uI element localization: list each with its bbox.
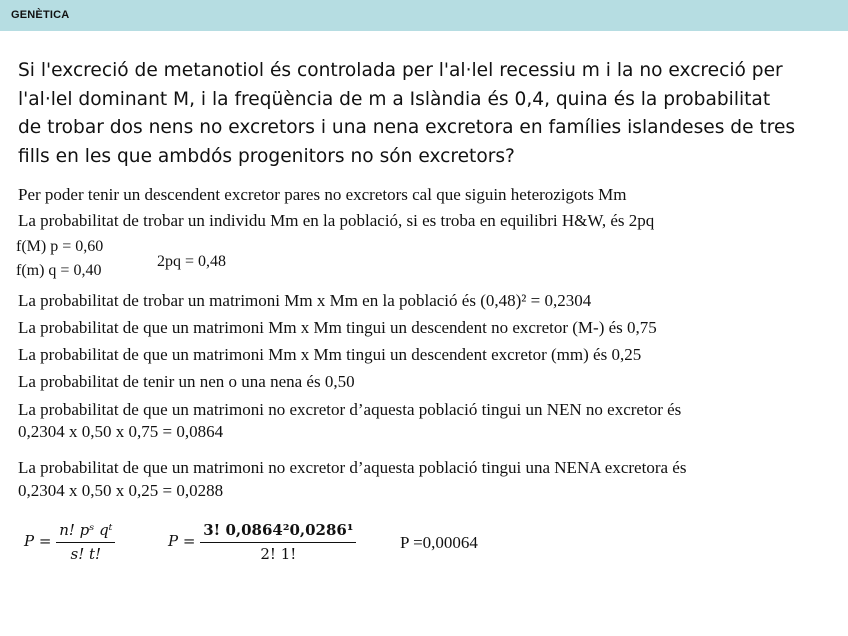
frequency-m: f(m) q = 0,40 <box>16 262 102 279</box>
solution-line-nen-nena: La probabilitat de tenir un nen o una nena és 0,50 <box>18 372 355 391</box>
two-pq-value: 2pq = 0,48 <box>157 253 227 270</box>
question-text <box>18 57 833 171</box>
applied-formula <box>168 521 356 563</box>
applied-formula-denominator: 2! 1! <box>260 545 297 563</box>
general-formula-numerator: n! pˢ qᵗ <box>56 521 115 543</box>
general-formula-fraction <box>56 521 115 563</box>
applied-formula-numerator: 3! 0,0864²0,0286¹ <box>200 521 356 543</box>
header-title: GENÈTICA <box>11 9 70 21</box>
solution-line-nen-statement: La probabilitat de que un matrimoni no excretor d’aquesta població tingui un NEN no excretor és <box>18 400 682 419</box>
header-bar <box>0 0 848 31</box>
solution-line-matrimoni: La probabilitat de trobar un matrimoni Mm x Mm en la població és (0,48)² = 0,2304 <box>18 291 592 310</box>
general-formula-lhs: P = <box>24 532 52 550</box>
formula-result: P =0,00064 <box>400 533 478 552</box>
applied-formula-fraction <box>200 521 356 563</box>
question-line: fills en les que ambdós progenitors no són excretors? <box>18 145 515 167</box>
general-formula-denominator: s! t! <box>70 545 102 563</box>
solution-line-nena-statement: La probabilitat de que un matrimoni no excretor d’aquesta població tingui una NENA excretora és <box>18 458 687 477</box>
applied-formula-lhs: P = <box>168 532 196 550</box>
solution-line-nen-calc: 0,2304 x 0,50 x 0,75 = 0,0864 <box>18 422 224 441</box>
solution-line-nena-calc: 0,2304 x 0,50 x 0,25 = 0,0288 <box>18 481 224 500</box>
frequency-M: f(M) p = 0,60 <box>16 238 104 255</box>
solution-line-hardy-weinberg: La probabilitat de trobar un individu Mm en la població, si es troba en equilibri H&W, és 2pq <box>18 211 655 230</box>
solution-line-heterozygots: Per poder tenir un descendent excretor pares no excretors cal que siguin heterozigots Mm <box>18 185 627 204</box>
question-line: Si l'excreció de metanotiol és controlada per l'al·lel recessiu m i la no excreció per <box>18 60 783 81</box>
question-line: l'al·lel dominant M, i la freqüència de m a Islàndia és 0,4, quina és la probabilitat <box>18 88 771 110</box>
general-formula <box>24 521 115 563</box>
solution-line-excretor: La probabilitat de que un matrimoni Mm x Mm tingui un descendent excretor (mm) és 0,25 <box>18 345 642 364</box>
solution-line-no-excretor: La probabilitat de que un matrimoni Mm x Mm tingui un descendent no excretor (M-) és 0,75 <box>18 318 657 337</box>
question-line: de trobar dos nens no excretors i una nena excretora en famílies islandeses de tres <box>18 117 796 138</box>
